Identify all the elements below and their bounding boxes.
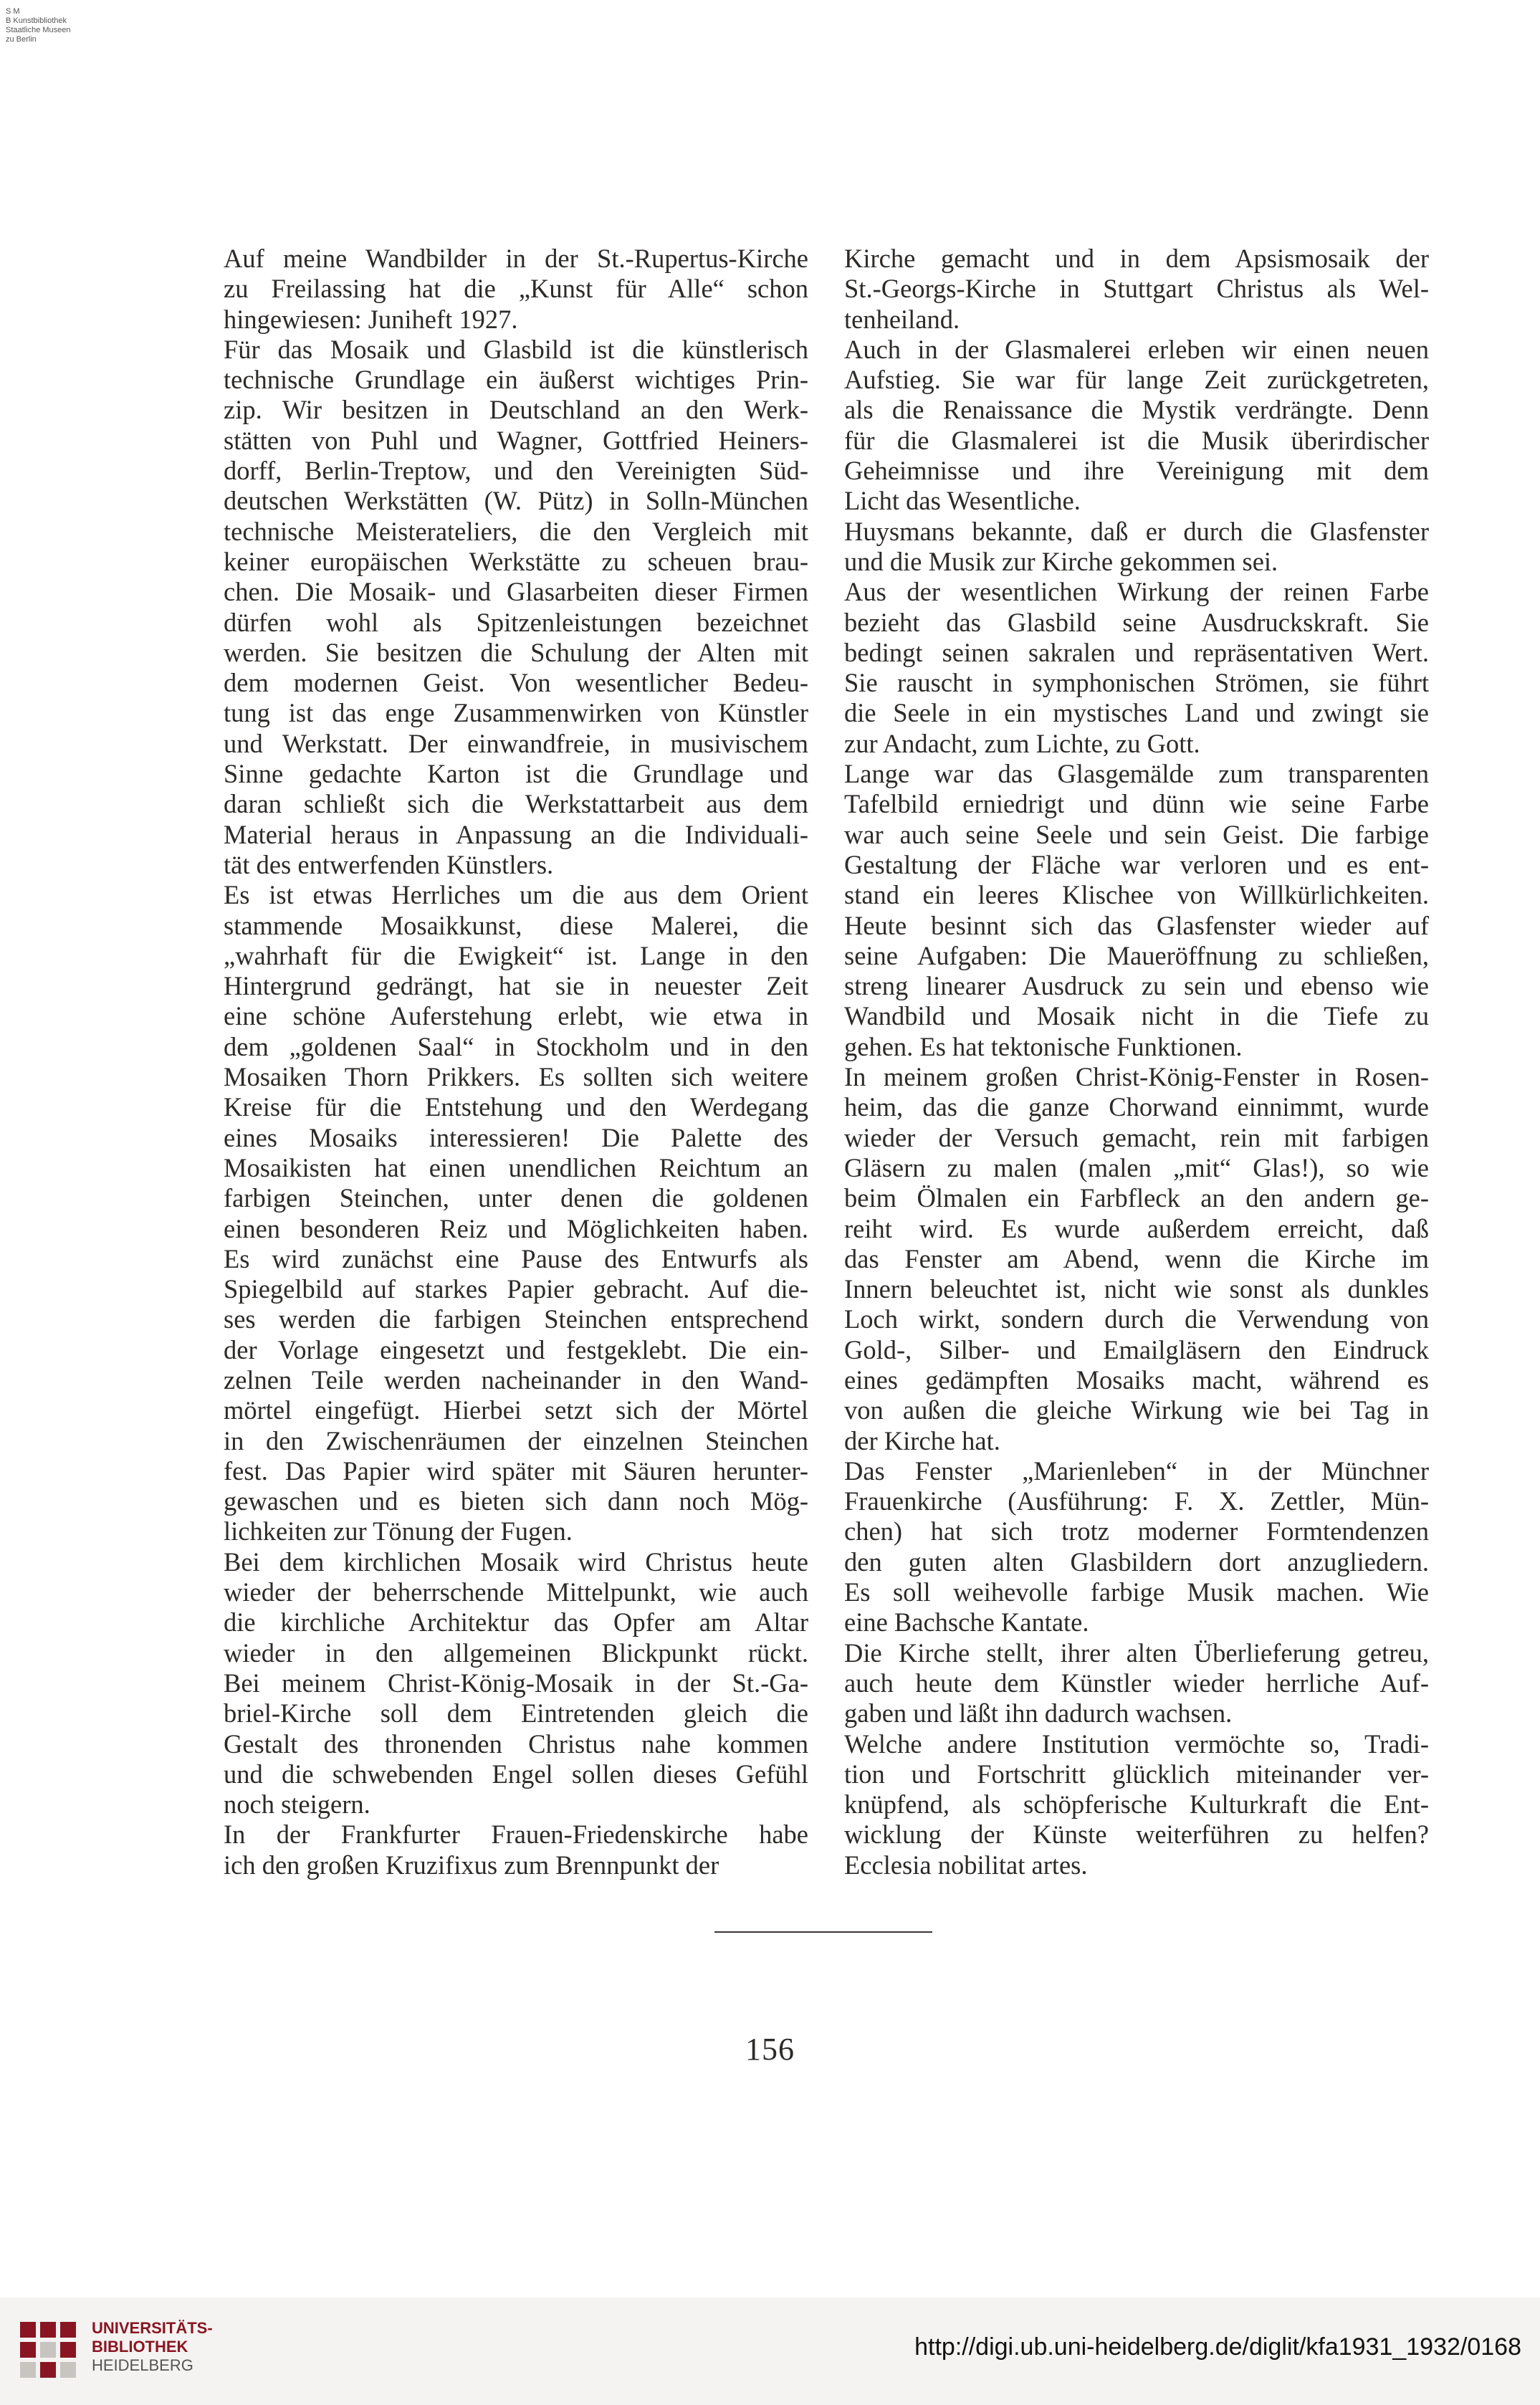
text-line: tät des entwerfenden Künstlers. bbox=[224, 849, 554, 879]
text-line: In der Frankfurter Frauen-Friedenskirche habe bbox=[224, 1820, 808, 1850]
text-line: wicklung der Künste weiterführen zu helfen? bbox=[844, 1820, 1429, 1850]
text-line: Bei dem kirchlichen Mosaik wird Christus heute bbox=[224, 1546, 808, 1577]
text-line: Mosaikisten hat einen unendlichen Reichtum an bbox=[224, 1152, 808, 1182]
text-line: ses werden die farbigen Steinchen entsprechend bbox=[224, 1304, 808, 1334]
text-line: Heute besinnt sich das Glasfenster wieder auf bbox=[844, 910, 1429, 940]
text-line: Für das Mosaik und Glasbild ist die künstlerisch bbox=[224, 334, 808, 364]
text-line: gaben und läßt ihn dadurch wachsen. bbox=[844, 1698, 1233, 1729]
library-name-line: UNIVERSITÄTS- bbox=[92, 2319, 213, 2337]
text-line: Es wird zunächst eine Pause des Entwurfs als bbox=[224, 1243, 808, 1273]
text-line: Geheimnisse und ihre Vereinigung mit dem bbox=[844, 456, 1429, 486]
text-line: wieder der beherrschende Mittelpunkt, wie auch bbox=[224, 1577, 808, 1607]
text-line: bezieht das Glasbild seine Ausdruckskraft. Sie bbox=[844, 607, 1429, 637]
text-line: das Fenster am Abend, wenn die Kirche im bbox=[844, 1243, 1429, 1273]
text-line: zelnen Teile werden nacheinander in den Wand- bbox=[224, 1364, 808, 1395]
text-line: Gestalt des thronenden Christus nahe kommen bbox=[224, 1729, 808, 1759]
text-line: chen. Die Mosaik- und Glasarbeiten dieser Firmen bbox=[224, 577, 808, 607]
text-line: Sie rauscht in symphonischen Strömen, sie führt bbox=[844, 668, 1429, 698]
text-line: seine Aufgaben: Die Maueröffnung zu schließen, bbox=[844, 940, 1429, 970]
university-library-logo-icon bbox=[13, 2313, 85, 2385]
text-line: St.-Georgs-Kirche in Stuttgart Christus als Wel- bbox=[844, 274, 1429, 304]
text-line: Bei meinem Christ-König-Mosaik in der St.-Ga- bbox=[224, 1668, 808, 1698]
text-line: Ecclesia nobilitat artes. bbox=[844, 1850, 1088, 1880]
text-line: zur Andacht, zum Lichte, zu Gott. bbox=[844, 728, 1200, 758]
text-line: und die Musik zur Kirche gekommen sei. bbox=[844, 546, 1278, 576]
permalink-url[interactable]: http://digi.ub.uni-heidelberg.de/diglit/kfa1931_1932/0168 bbox=[914, 2333, 1521, 2361]
text-line: Gestaltung der Fläche war verloren und es ent- bbox=[844, 849, 1429, 879]
text-line: reiht wird. Es wurde außerdem erreicht, daß bbox=[844, 1213, 1429, 1243]
text-line: Innern beleuchtet ist, nicht wie sonst als dunkles bbox=[844, 1274, 1429, 1304]
text-line: Loch wirkt, sondern durch die Verwendung von bbox=[844, 1304, 1429, 1334]
text-line: in den Zwischenräumen der einzelnen Steinchen bbox=[224, 1425, 808, 1455]
text-line: Kirche gemacht und in dem Apsismosaik der bbox=[844, 244, 1429, 273]
text-line: noch steigern. bbox=[224, 1789, 370, 1820]
text-line: Frauenkirche (Ausführung: F. X. Zettler, Mün- bbox=[844, 1486, 1429, 1516]
text-line: daran schließt sich die Werkstattarbeit aus dem bbox=[224, 789, 808, 819]
text-line: für die Glasmalerei ist die Musik überirdischer bbox=[844, 425, 1429, 455]
text-line: Licht das Wesentliche. bbox=[844, 486, 1081, 516]
page-number: 156 bbox=[745, 2032, 795, 2067]
library-name-line: BIBLIOTHEK bbox=[92, 2338, 188, 2356]
text-line: Huysmans bekannte, daß er durch die Glasfenster bbox=[844, 516, 1429, 546]
text-line: Hintergrund gedrängt, hat sie in neuester Zeit bbox=[224, 971, 808, 1001]
text-line: knüpfend, als schöpferische Kulturkraft die Ent- bbox=[844, 1789, 1429, 1820]
text-line: Spiegelbild auf starkes Papier gebracht. Auf die- bbox=[224, 1274, 808, 1304]
text-line: stand ein leeres Klischee von Willkürlichkeiten. bbox=[844, 880, 1429, 910]
text-line: Lange war das Glasgemälde zum transparenten bbox=[844, 759, 1429, 789]
text-line: Wandbild und Mosaik nicht in die Tiefe zu bbox=[844, 1001, 1429, 1031]
text-line: Kreise für die Entstehung und den Werdegang bbox=[224, 1092, 808, 1122]
text-line: Tafelbild erniedrigt und dünn wie seine Farbe bbox=[844, 789, 1429, 819]
text-line: deutschen Werkstätten (W. Pütz) in Solln-München bbox=[224, 486, 808, 516]
stamp-line: zu Berlin bbox=[6, 35, 37, 44]
text-line: „wahrhaft für die Ewigkeit“ ist. Lange in den bbox=[224, 940, 808, 970]
left-text-column bbox=[224, 244, 808, 1880]
text-line: der Kirche hat. bbox=[844, 1425, 1000, 1455]
text-line: fest. Das Papier wird später mit Säuren herunter- bbox=[224, 1455, 808, 1486]
text-line: Die Kirche stellt, ihrer alten Überlieferung getreu, bbox=[844, 1637, 1429, 1668]
stamp-line: S M bbox=[6, 7, 20, 16]
end-rule bbox=[714, 1931, 932, 1933]
text-line: technische Meisterateliers, die den Vergleich mit bbox=[224, 516, 808, 546]
text-line: zu Freilassing hat die „Kunst für Alle“ schon bbox=[224, 274, 808, 304]
text-line: chen) hat sich trotz moderner Formtendenzen bbox=[844, 1516, 1429, 1546]
text-line: werden. Sie besitzen die Schulung der Alten mit bbox=[224, 637, 808, 667]
text-line: Aufstieg. Sie war für lange Zeit zurückgetreten, bbox=[844, 365, 1429, 395]
text-line: dem modernen Geist. Von wesentlicher Bedeu- bbox=[224, 668, 808, 698]
text-line: und die schwebenden Engel sollen dieses Gefühl bbox=[224, 1759, 808, 1789]
text-line: streng linearer Ausdruck zu sein und ebenso wie bbox=[844, 971, 1429, 1001]
text-line: und Werkstatt. Der einwandfreie, in musivischem bbox=[224, 728, 808, 758]
stamp-line: B Kunstbibliothek bbox=[6, 16, 67, 25]
text-line: auch heute dem Künstler wieder herrliche Auf- bbox=[844, 1668, 1429, 1698]
text-line: hingewiesen: Juniheft 1927. bbox=[224, 304, 518, 334]
text-line: von außen die gleiche Wirkung wie bei Tag in bbox=[844, 1395, 1429, 1425]
text-line: gewaschen und es bieten sich dann noch Mög- bbox=[224, 1486, 808, 1516]
text-line: Das Fenster „Marienleben“ in der Münchner bbox=[844, 1455, 1429, 1486]
text-line: gehen. Es hat tektonische Funktionen. bbox=[844, 1031, 1243, 1061]
text-line: der Vorlage eingesetzt und festgeklebt. Die ein- bbox=[224, 1334, 808, 1364]
text-line: Welche andere Institution vermöchte so, Tradi- bbox=[844, 1729, 1429, 1759]
text-line: In meinem großen Christ-König-Fenster in Rosen- bbox=[844, 1062, 1429, 1092]
text-line: Mosaiken Thorn Prikkers. Es sollten sich weitere bbox=[224, 1062, 808, 1092]
text-line: den guten alten Glasbildern dort anzugliedern. bbox=[844, 1546, 1429, 1577]
text-line: mörtel eingefügt. Hierbei setzt sich der Mörtel bbox=[224, 1395, 808, 1425]
text-line: Aus der wesentlichen Wirkung der reinen Farbe bbox=[844, 577, 1429, 607]
text-line: eine schöne Auferstehung erlebt, wie etwa in bbox=[224, 1001, 808, 1031]
text-line: dorff, Berlin-Treptow, und den Vereinigten Süd- bbox=[224, 456, 808, 486]
text-line: Auf meine Wandbilder in der St.-Rupertus-Kirche bbox=[224, 244, 808, 273]
text-line: einen besonderen Reiz und Möglichkeiten haben. bbox=[224, 1213, 808, 1243]
right-text-column bbox=[844, 244, 1429, 1880]
text-line: Auch in der Glasmalerei erleben wir einen neuen bbox=[844, 334, 1429, 364]
text-line: tung ist das enge Zusammenwirken von Künstler bbox=[224, 698, 808, 728]
text-line: eine Bachsche Kantate. bbox=[844, 1607, 1089, 1637]
text-line: tion und Fortschritt glücklich miteinander ver- bbox=[844, 1759, 1429, 1789]
text-line: wieder der Versuch gemacht, rein mit farbigen bbox=[844, 1122, 1429, 1152]
text-line: wieder in den allgemeinen Blickpunkt rückt. bbox=[224, 1637, 808, 1668]
text-line: Sinne gedachte Karton ist die Grundlage und bbox=[224, 759, 808, 789]
text-line: Es soll weihevolle farbige Musik machen. Wie bbox=[844, 1577, 1429, 1607]
stamp-line: Staatliche Museen bbox=[6, 26, 71, 34]
text-line: zip. Wir besitzen in Deutschland an den Werk- bbox=[224, 395, 808, 425]
text-line: ich den großen Kruzifixus zum Brennpunkt der bbox=[224, 1850, 719, 1880]
text-line: als die Renaissance die Mystik verdrängte. Denn bbox=[844, 395, 1429, 425]
text-line: dürfen wohl als Spitzenleistungen bezeichnet bbox=[224, 607, 808, 637]
text-line: eines gedämpften Mosaiks macht, während es bbox=[844, 1364, 1429, 1395]
text-line: dem „goldenen Saal“ in Stockholm und in den bbox=[224, 1031, 808, 1061]
text-line: Material heraus in Anpassung an die Individuali- bbox=[224, 819, 808, 849]
text-line: tenheiland. bbox=[844, 304, 960, 334]
text-line: stammende Mosaikkunst, diese Malerei, die bbox=[224, 910, 808, 940]
library-stamp bbox=[6, 7, 71, 44]
text-line: farbigen Steinchen, unter denen die goldenen bbox=[224, 1183, 808, 1213]
library-name bbox=[92, 2319, 213, 2375]
text-line: die kirchliche Architektur das Opfer am Altar bbox=[224, 1607, 808, 1637]
text-line: heim, das die ganze Chorwand einnimmt, wurde bbox=[844, 1092, 1429, 1122]
text-line: technische Grundlage ein äußerst wichtiges Prin- bbox=[224, 365, 808, 395]
text-line: die Seele in ein mystisches Land und zwingt sie bbox=[844, 698, 1429, 728]
text-line: Es ist etwas Herrliches um die aus dem Orient bbox=[224, 880, 808, 910]
text-line: Gold-, Silber- und Emailgläsern den Eindruck bbox=[844, 1334, 1429, 1364]
text-line: stätten von Puhl und Wagner, Gottfried Heiners- bbox=[224, 425, 808, 455]
text-line: beim Ölmalen ein Farbfleck an den andern ge- bbox=[844, 1183, 1429, 1213]
text-line: bedingt seinen sakralen und repräsentativen Wert. bbox=[844, 637, 1429, 667]
text-line: lichkeiten zur Tönung der Fugen. bbox=[224, 1516, 573, 1546]
library-name-line: HEIDELBERG bbox=[92, 2356, 193, 2374]
text-line: briel-Kirche soll dem Eintretenden gleich die bbox=[224, 1698, 808, 1729]
text-line: war auch seine Seele und sein Geist. Die farbige bbox=[844, 819, 1429, 849]
text-line: keiner europäischen Werkstätte zu scheuen brau- bbox=[224, 546, 808, 576]
text-line: Gläsern zu malen (malen „mit“ Glas!), so wie bbox=[844, 1152, 1429, 1182]
text-line: eines Mosaiks interessieren! Die Palette des bbox=[224, 1122, 808, 1152]
